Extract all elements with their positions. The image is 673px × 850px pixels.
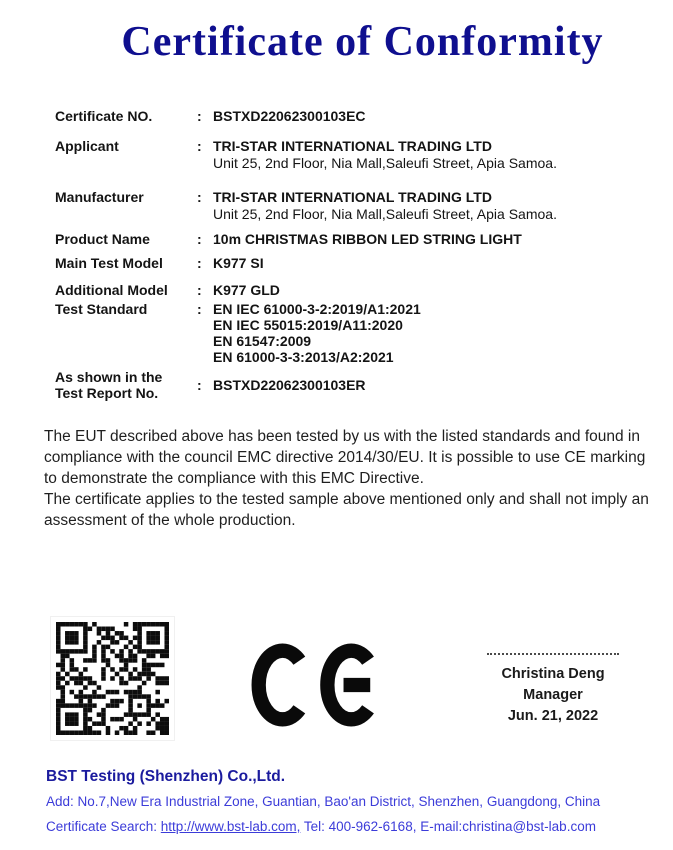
declaration-text	[44, 426, 650, 531]
declaration-paragraph-2: The certificate applies to the tested sample above mentioned only and shall not imply an assessment of the whole production.	[44, 491, 649, 529]
main-test-model: K977 SI	[213, 255, 264, 271]
signature-dotted-line	[487, 653, 619, 655]
field-row-manufacturer	[55, 189, 557, 222]
signature-block	[462, 653, 644, 727]
test-standard-line: EN IEC 61000-3-2:2019/A1:2021	[213, 301, 421, 317]
applicant-name: TRI-STAR INTERNATIONAL TRADING LTD	[213, 138, 492, 154]
lab-company-name: BST Testing (Shenzhen) Co.,Ltd.	[46, 768, 286, 785]
additional-model: K977 GLD	[213, 282, 280, 298]
field-label: As shown in the Test Report No.	[55, 369, 163, 401]
search-label: Certificate Search:	[46, 819, 161, 834]
test-report-number: BSTXD22062300103ER	[213, 377, 366, 393]
field-colon: :	[197, 255, 202, 271]
field-colon: :	[197, 138, 202, 154]
field-row-certificate-no	[55, 108, 366, 124]
field-colon: :	[197, 377, 202, 393]
manufacturer-address: Unit 25, 2nd Floor, Nia Mall,Saleufi Street, Apia Samoa.	[213, 206, 557, 222]
field-row-additional-model	[55, 282, 280, 298]
field-label: Manufacturer	[55, 189, 144, 205]
test-standard-line: EN 61547:2009	[213, 333, 312, 349]
test-standard-line: EN IEC 55015:2019/A11:2020	[213, 317, 403, 333]
page-title: Certificate of Conformity	[121, 19, 604, 65]
field-colon: :	[197, 301, 202, 317]
field-row-applicant	[55, 138, 557, 171]
field-row-test-report-no	[55, 369, 366, 401]
test-standard-list	[213, 301, 421, 365]
field-label: Test Standard	[55, 301, 148, 317]
field-label: Main Test Model	[55, 255, 163, 271]
field-label: Applicant	[55, 138, 119, 154]
ce-marking-icon	[251, 641, 375, 734]
signature-date: Jun. 21, 2022	[507, 708, 599, 724]
signatory-name: Christina Deng	[501, 666, 605, 682]
test-standard-line: EN 61000-3-3:2013/A2:2021	[213, 349, 394, 365]
applicant-address: Unit 25, 2nd Floor, Nia Mall,Saleufi Street, Apia Samoa.	[213, 155, 557, 171]
field-colon: :	[197, 108, 202, 124]
manufacturer-value	[213, 189, 557, 222]
field-colon: :	[197, 189, 202, 205]
lab-address: Add: No.7,New Era Industrial Zone, Guantian, Bao'an District, Shenzhen, Guangdong, China	[46, 794, 601, 809]
field-label: Product Name	[55, 231, 150, 247]
applicant-value	[213, 138, 557, 171]
field-colon: :	[197, 282, 202, 298]
certificate-search-line	[46, 819, 596, 834]
qr-code-icon	[50, 616, 175, 741]
declaration-paragraph-1: The EUT described above has been tested by us with the listed standards and found in compliance with the council EMC directive 2014/30/EU. It is possible to use CE marking to demonstrate the compliance with this EMC Directive.	[44, 428, 646, 487]
certificate-search-link[interactable]: http://www.bst-lab.com,	[160, 819, 301, 834]
field-colon: :	[197, 231, 202, 247]
field-label: Certificate NO.	[55, 108, 153, 124]
field-row-test-standard	[55, 301, 421, 365]
signatory-role: Manager	[523, 687, 583, 703]
manufacturer-name: TRI-STAR INTERNATIONAL TRADING LTD	[213, 189, 492, 205]
field-row-main-test-model	[55, 255, 264, 271]
contact-info: Tel: 400-962-6168, E-mail:christina@bst-lab.com	[300, 819, 596, 834]
product-name: 10m CHRISTMAS RIBBON LED STRING LIGHT	[213, 231, 522, 247]
field-label: Additional Model	[55, 282, 168, 298]
field-row-product-name	[55, 231, 522, 247]
certificate-number: BSTXD22062300103EC	[213, 108, 366, 124]
